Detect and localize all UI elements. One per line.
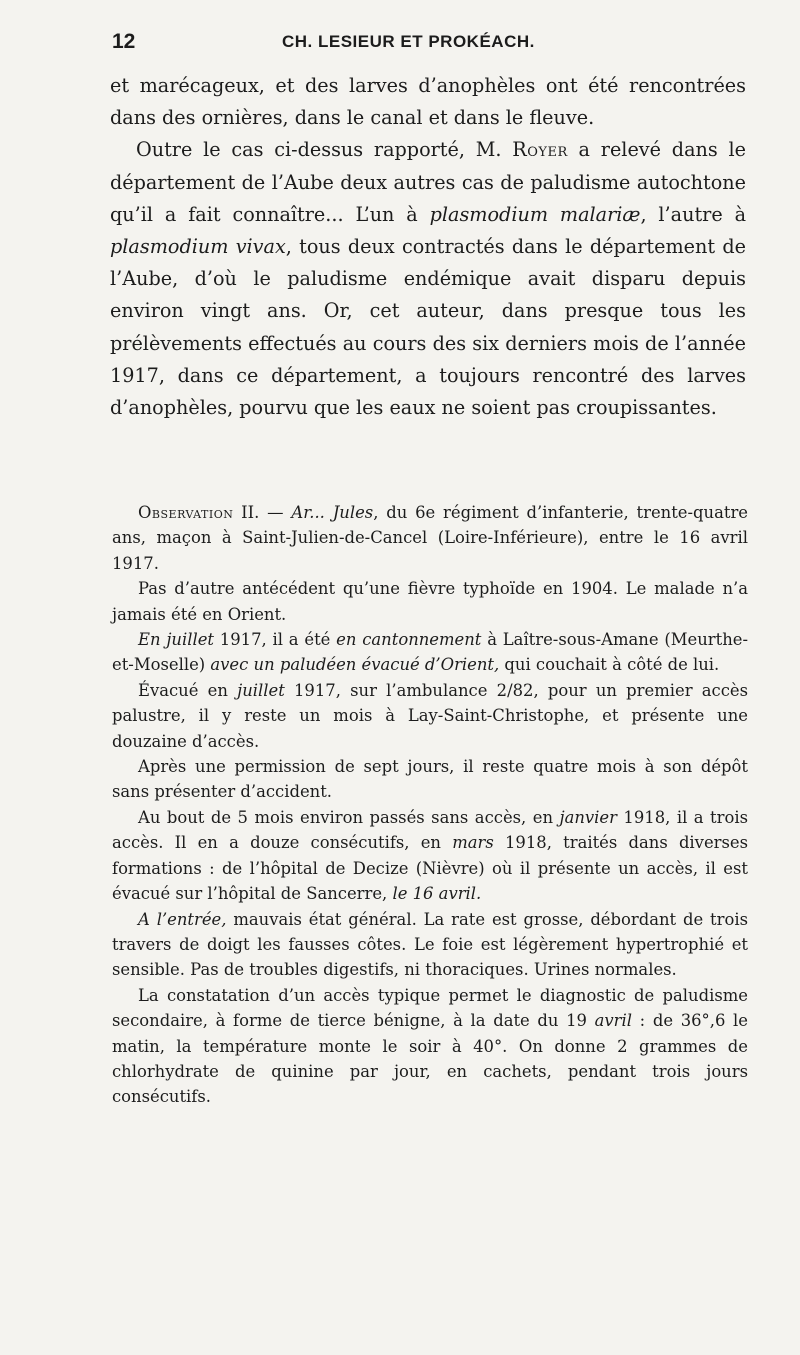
observation-evacuation: Évacué en juillet 1917, sur l’ambulance 2/82, pour un premier accès palustre, il y reste un mois à Lay-Saint-Christophe, et présente une douzaine d’accès. — [112, 680, 748, 751]
patient-name: Ar... Jules — [291, 503, 374, 522]
running-head-title: CH. LESIEUR ET PROKÉACH. — [282, 32, 535, 51]
observation-diagnosis: La constatation d’un accès typique permet le diagnostic de paludisme secondaire, à forme de tierce bénigne, à la date du 19 avril : de 36°,6 le matin, la température monte le soir à 40°. On donne 2 grammes de chlorhydrate de quinine par jour, en cachets, pendant trois jours consécutifs. — [112, 985, 748, 1107]
section-text — [110, 70, 746, 424]
paragraph-continuation: et marécageux, et des larves d’anophèles ont été rencontrées dans des ornières, dans le canal et dans le fleuve. — [110, 74, 746, 130]
page-number: 12 — [112, 30, 136, 53]
observation-intro: Observation II. — Ar... Jules, du 6e régiment d’infanterie, trente-quatre ans, maçon à Saint-Julien-de-Cancel (Loire-Inférieure), entre le 16 avril 1917. — [112, 503, 748, 573]
observation-leave: Après une permission de sept jours, il reste quatre mois à son dépôt sans présenter d’accident. — [112, 757, 748, 802]
observation-history: Pas d’autre antécédent qu’une fièvre typhoïde en 1904. Le malade n’a jamais été en Orient. — [112, 579, 748, 624]
observation-contact: En juillet 1917, il a été en cantonnement à Laître-sous-Amane (Meurthe-et-Moselle) avec un paludéen évacué d’Orient, qui couchait à côté de lui. — [112, 630, 748, 675]
paragraph-royer-report: Outre le cas ci-dessus rapporté, M. Royer a relevé dans le département de l’Aube deux autres cas de paludisme autochtone qu’il a fait connaître... L’un à plasmodium malariæ, l’autre à plasmodium vivax, tous deux contractés dans le département de l’Aube, d’où le paludisme endémique avait disparu depuis environ vingt ans. Or, cet auteur, dans presque tous les prélèvements effectués au cours des six derniers mois de l’année 1917, dans ce département, a toujours rencontré des larves d’anophèles, pourvu que les eaux ne soient pas croupissantes. — [110, 138, 747, 420]
species-term: plasmodium vivax — [110, 235, 286, 259]
observation-admission: A l’entrée, mauvais état général. La rate est grosse, débordant de trois travers de doigt les fausses côtes. Le foie est légèrement hypertrophié et sensible. Pas de troubles digestifs, ni thoraciques. Urines normales. — [112, 909, 748, 980]
observation-block — [112, 500, 748, 1110]
species-term: plasmodium malariæ — [429, 202, 641, 226]
author-name: Royer — [512, 138, 568, 162]
observation-relapse: Au bout de 5 mois environ passés sans accès, en janvier 1918, il a trois accès. Il en a douze consécutifs, en mars 1918, traités dans diverses formations : de l’hôpital de Decize (Nièvre) où il présente un accès, il est évacué sur l’hôpital de Sancerre, le 16 avril. — [112, 807, 748, 904]
observation-label: Observation — [138, 503, 234, 522]
running-head — [112, 30, 752, 62]
